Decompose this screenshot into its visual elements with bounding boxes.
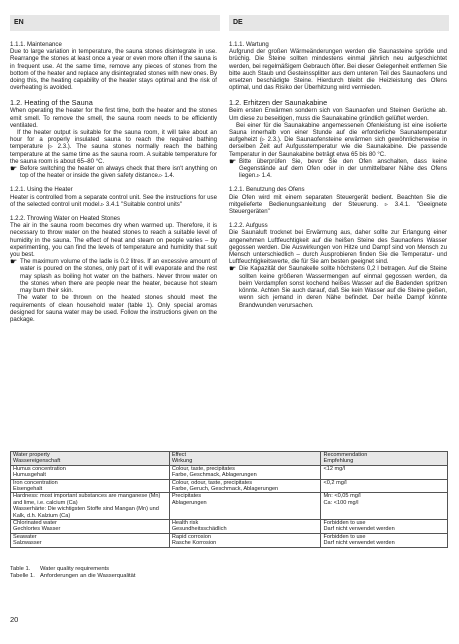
cell-line: Forbidden to use: [323, 533, 366, 540]
table-cell: [11, 493, 170, 520]
aufguss-heading: 1.2.2. Aufguss: [229, 222, 268, 230]
caption-label-en: Table 1.: [10, 566, 31, 572]
throwing-water-heading: 1.2.2. Throwing Water on Heated Stones: [10, 215, 121, 223]
caption-label-de: Tabelle 1.: [10, 573, 35, 579]
hand-pointing-icon: ☛: [10, 164, 18, 174]
table-row: [11, 479, 448, 493]
throwing-water-paragraph-1: The air in the sauna room becomes dry when warmed up. Therefore, it is necessary to throw water on the heated stones to reach a suitable level of humidity in the sauna. The effect of heat and steam on people varies – by experimenting, you can find the levels of temperature and humidity that suit you best.: [10, 222, 217, 259]
water-quality-table: [10, 451, 448, 548]
heating-paragraph-1: When operating the heater for the first time, both the heater and the stones emit smell. To remove the smell, the sauna room needs to be efficiently ventilated.: [10, 107, 217, 129]
caption-text-en: Water quality requirements: [40, 566, 110, 572]
cell-line: Humusgehalt: [13, 472, 46, 479]
caption-text-de: Anforderungen an die Wasserqualität: [40, 573, 136, 579]
table-cell: [321, 493, 448, 520]
benutzung-text: Die Ofen wird mit einem separaten Steuergerät bedient. Beachten Sie die mitgelieferte Bedienungsanleitung der Steuerung. ▹ 3.4.1. "Geeignete Steuergeräten": [229, 193, 447, 216]
cell-line: Mn: <0,05 mg/l: [323, 493, 361, 500]
table-row: [11, 465, 448, 479]
language-label-en: EN: [14, 19, 24, 26]
english-column: [10, 41, 217, 323]
header-text-de: Wassereigenschaft: [13, 458, 61, 465]
cell-line: Ablagerungen: [171, 499, 207, 506]
cell-line: Colour, taste, precipitates: [171, 465, 235, 472]
cell-line: Gechlortes Wasser: [13, 526, 61, 533]
cell-line: Colour, odour, taste, precipitates: [171, 479, 253, 486]
header-text-en: Recommendation: [323, 452, 368, 458]
erhitzen-warning-text: Bitte überprüfen Sie, bevor Sie den Ofen anschalten, dass keine Gegenstände auf dem Ofen oder in der unmittelbarer Nähe des Ofens liegen.▹ 1.4.: [239, 157, 447, 180]
using-heater-heading: 1.2.1. Using the Heater: [10, 186, 73, 194]
table-caption-de: [10, 573, 136, 580]
header-text-de: Wirkung: [171, 458, 193, 465]
table-cell: [169, 520, 321, 534]
cell-line: Darf nicht verwendet werden: [323, 540, 395, 547]
german-column: [229, 41, 447, 309]
wartung-text: Aufgrund der großen Wärmeänderungen werden die Saunasteine spröde und brüchig. Die Steine sollten mindestens einmal jährlich neu aufgeschichtet werden, bei regelmäßigem Gebrauch öfter. Bei dieser Gelegenheit entfernen Sie bitte auch Staub und Gesteinssplitter aus dem unteren Teil des Saunaofens und ersetzen beschädigte Steine. Hierdurch bleibt die Heizleistung des Ofens optimal, und das Risiko der Überhitzung wird vermieden.: [229, 48, 447, 92]
table-caption-en: [10, 566, 109, 573]
cell-line: <12 mg/l: [323, 465, 346, 472]
wartung-heading: 1.1.1. Wartung: [229, 41, 269, 48]
cell-line: Farbe, Geschmack, Ablagerungen: [171, 472, 257, 479]
header-text-en: Effect: [171, 452, 187, 458]
cell-line: Seawater: [13, 533, 37, 540]
table-cell: [11, 520, 170, 534]
table-header-row: [11, 452, 448, 466]
table-cell: [11, 479, 170, 493]
cell-line: Iron concentration: [13, 479, 58, 486]
cell-line: Darf nicht verwendet werden: [323, 526, 395, 533]
cell-line: Salzwasser: [13, 540, 42, 547]
table-cell: [321, 465, 448, 479]
benutzung-heading: 1.2.1. Benutzung des Ofens: [229, 186, 305, 194]
header-water-property: [11, 452, 170, 466]
header-text-en: Water property: [13, 452, 50, 458]
cell-line: Farbe, Geruch, Geschmack, Ablagerungen: [171, 486, 279, 493]
heating-warning-text: Before switching the heater on always check that there isn't anything on top of the heater or inside the given safety distance.▹ 1.4.: [20, 165, 217, 180]
header-text-de: Empfehlung: [323, 458, 354, 465]
table-cell: [169, 493, 321, 520]
aufguss-warning: [229, 265, 447, 308]
header-effect: [169, 452, 321, 466]
table-row: [11, 533, 448, 547]
table-cell: [169, 533, 321, 547]
language-bar-en: [10, 15, 220, 31]
cell-line: Ca: <100 mg/l: [323, 499, 359, 506]
maintenance-text: Due to large variation in temperature, the sauna stones disintegrate in use. Rearrange the stones at least once a year or even more often if the sauna is in frequent use. At the same time, remove any pieces of stones from the bottom of the heater and replace any disintegrated stones with new ones. By doing this, the heating capability of the heater stays optimal and the risk of overheating is avoided.: [10, 48, 217, 92]
cell-line: Rapid corrosion: [171, 533, 212, 540]
table-row: [11, 520, 448, 534]
aufguss-warning-text: Die Kapazität der Saunakelle sollte höchstens 0,2 l betragen. Auf die Steine sollten keine größeren Wassermengen auf einmal gegossen werden, da beim Verdampfen sonst kochend heißes Wasser auf die Badenden spritzen könnte. Achten Sie auch darauf, daß Sie kein Wasser auf die Steine gießen, wenn sich jemand in deren Nähe befindet. Der heiße Dampf könnte Brandwunden verursachen.: [239, 265, 447, 309]
aufguss-paragraph-1: Die Saunaluft trocknet bei Erwärmung aus, daher sollte zur Erlangung einer angenehmen Luftfeuchtigkeit auf die heißen Steine des Saunaofens Wasser gegossen werden. Die Auswirkungen von Hitze und Dampf sind von Mensch zu Mensch unterschiedlich – durch Ausprobieren finden Sie die Temperatur- und Luftfeuchtigkeitswerte, die für Sie am besten geeignet sind.: [229, 229, 447, 266]
cell-line: Forbidden to use: [323, 520, 366, 527]
using-heater-text: Heater is controlled from a separate control unit. See the instructions for use of the selected control unit model.▹ 3.4.1 "Suitable control units": [10, 193, 217, 208]
table-cell: [169, 465, 321, 479]
heating-heading: 1.2. Heating of the Sauna: [10, 98, 93, 108]
hand-pointing-icon: ☛: [229, 264, 237, 274]
heating-warning: [10, 165, 217, 179]
throwing-water-paragraph-2: The water to be thrown on the heated stones should meet the requirements of clean household water (table 1). Only special aromas designed for sauna water may be used. Follow the instructions given on the package.: [10, 294, 217, 323]
cell-line: Chlorinated water: [13, 520, 57, 527]
table-cell: [321, 533, 448, 547]
table-row: [11, 493, 448, 520]
hand-pointing-icon: ☛: [229, 156, 237, 166]
language-label-de: DE: [233, 19, 243, 26]
table-cell: [169, 479, 321, 493]
erhitzen-heading: 1.2. Erhitzen der Saunakabine: [229, 98, 328, 108]
cell-line: Precipitates: [171, 493, 202, 500]
erhitzen-paragraph-2: Bei einer für die Saunakabine angemessenen Ofenleistung ist eine isolierte Sauna innerhalb von einer Stunde auf die erforderliche Saunatemperatur aufgeheizt (▹ 2.3.). Die Saunaofensteine erwärmen sich gewöhnlicherweise in derselben Zeit auf Aufgusstemperatur wie die Saunakabine. Die passende Temperatur in der Saunakabine beträgt etwa 65 bis 80 °C.: [229, 121, 447, 158]
cell-line: Gesundheitsschädlich: [171, 526, 227, 533]
cell-line: Eisengehalt: [13, 486, 43, 493]
table-cell: [11, 465, 170, 479]
language-bar-de: [229, 15, 449, 31]
maintenance-heading: 1.1.1. Maintenance: [10, 41, 62, 48]
table-cell: [11, 533, 170, 547]
throwing-water-warning-text: The maximum volume of the ladle is 0.2 litres. If an excessive amount of water is poured on the stones, only part of it will evaporate and the rest may splash as boiling hot water on the bathers. Never throw water on the stones when there are people near the heater, because hot steam may burn their skin.: [20, 258, 217, 295]
cell-line: Health risk: [171, 520, 199, 527]
heating-paragraph-2: If the heater output is suitable for the sauna room, it will take about an hour for a properly insulated sauna to reach the required bathing temperature (▹ 2.3.). The sauna stones normally reach the bathing temperature at the same time as the sauna room. A suitable temperature for the sauna room is about 65–80 °C.: [10, 129, 217, 165]
page-number: 20: [10, 615, 19, 624]
throwing-water-warning: [10, 258, 217, 294]
cell-line: Wasserhärte: Die wichtigsten Stoffe sind Mangan (Mn) und Kalk, d.h. Kalzium (Ca): [13, 506, 159, 519]
erhitzen-paragraph-1: Beim ersten Erwärmen sondern sich von Saunaofen und Steinen Gerüche ab. Um diese zu beseitigen, muss die Saunakabine gründlich gelüftet werden.: [229, 107, 447, 122]
erhitzen-warning: [229, 158, 447, 180]
cell-line: Hardness: most important substances are manganese (Mn) and lime, i.e. calcium (Ca): [13, 493, 161, 506]
cell-line: Humus concentration: [13, 465, 66, 472]
header-recommendation: [321, 452, 448, 466]
cell-line: <0,2 mg/l: [323, 479, 347, 486]
hand-pointing-icon: ☛: [10, 257, 18, 267]
table-cell: [321, 479, 448, 493]
cell-line: Rasche Korrosion: [171, 540, 217, 547]
table-cell: [321, 520, 448, 534]
